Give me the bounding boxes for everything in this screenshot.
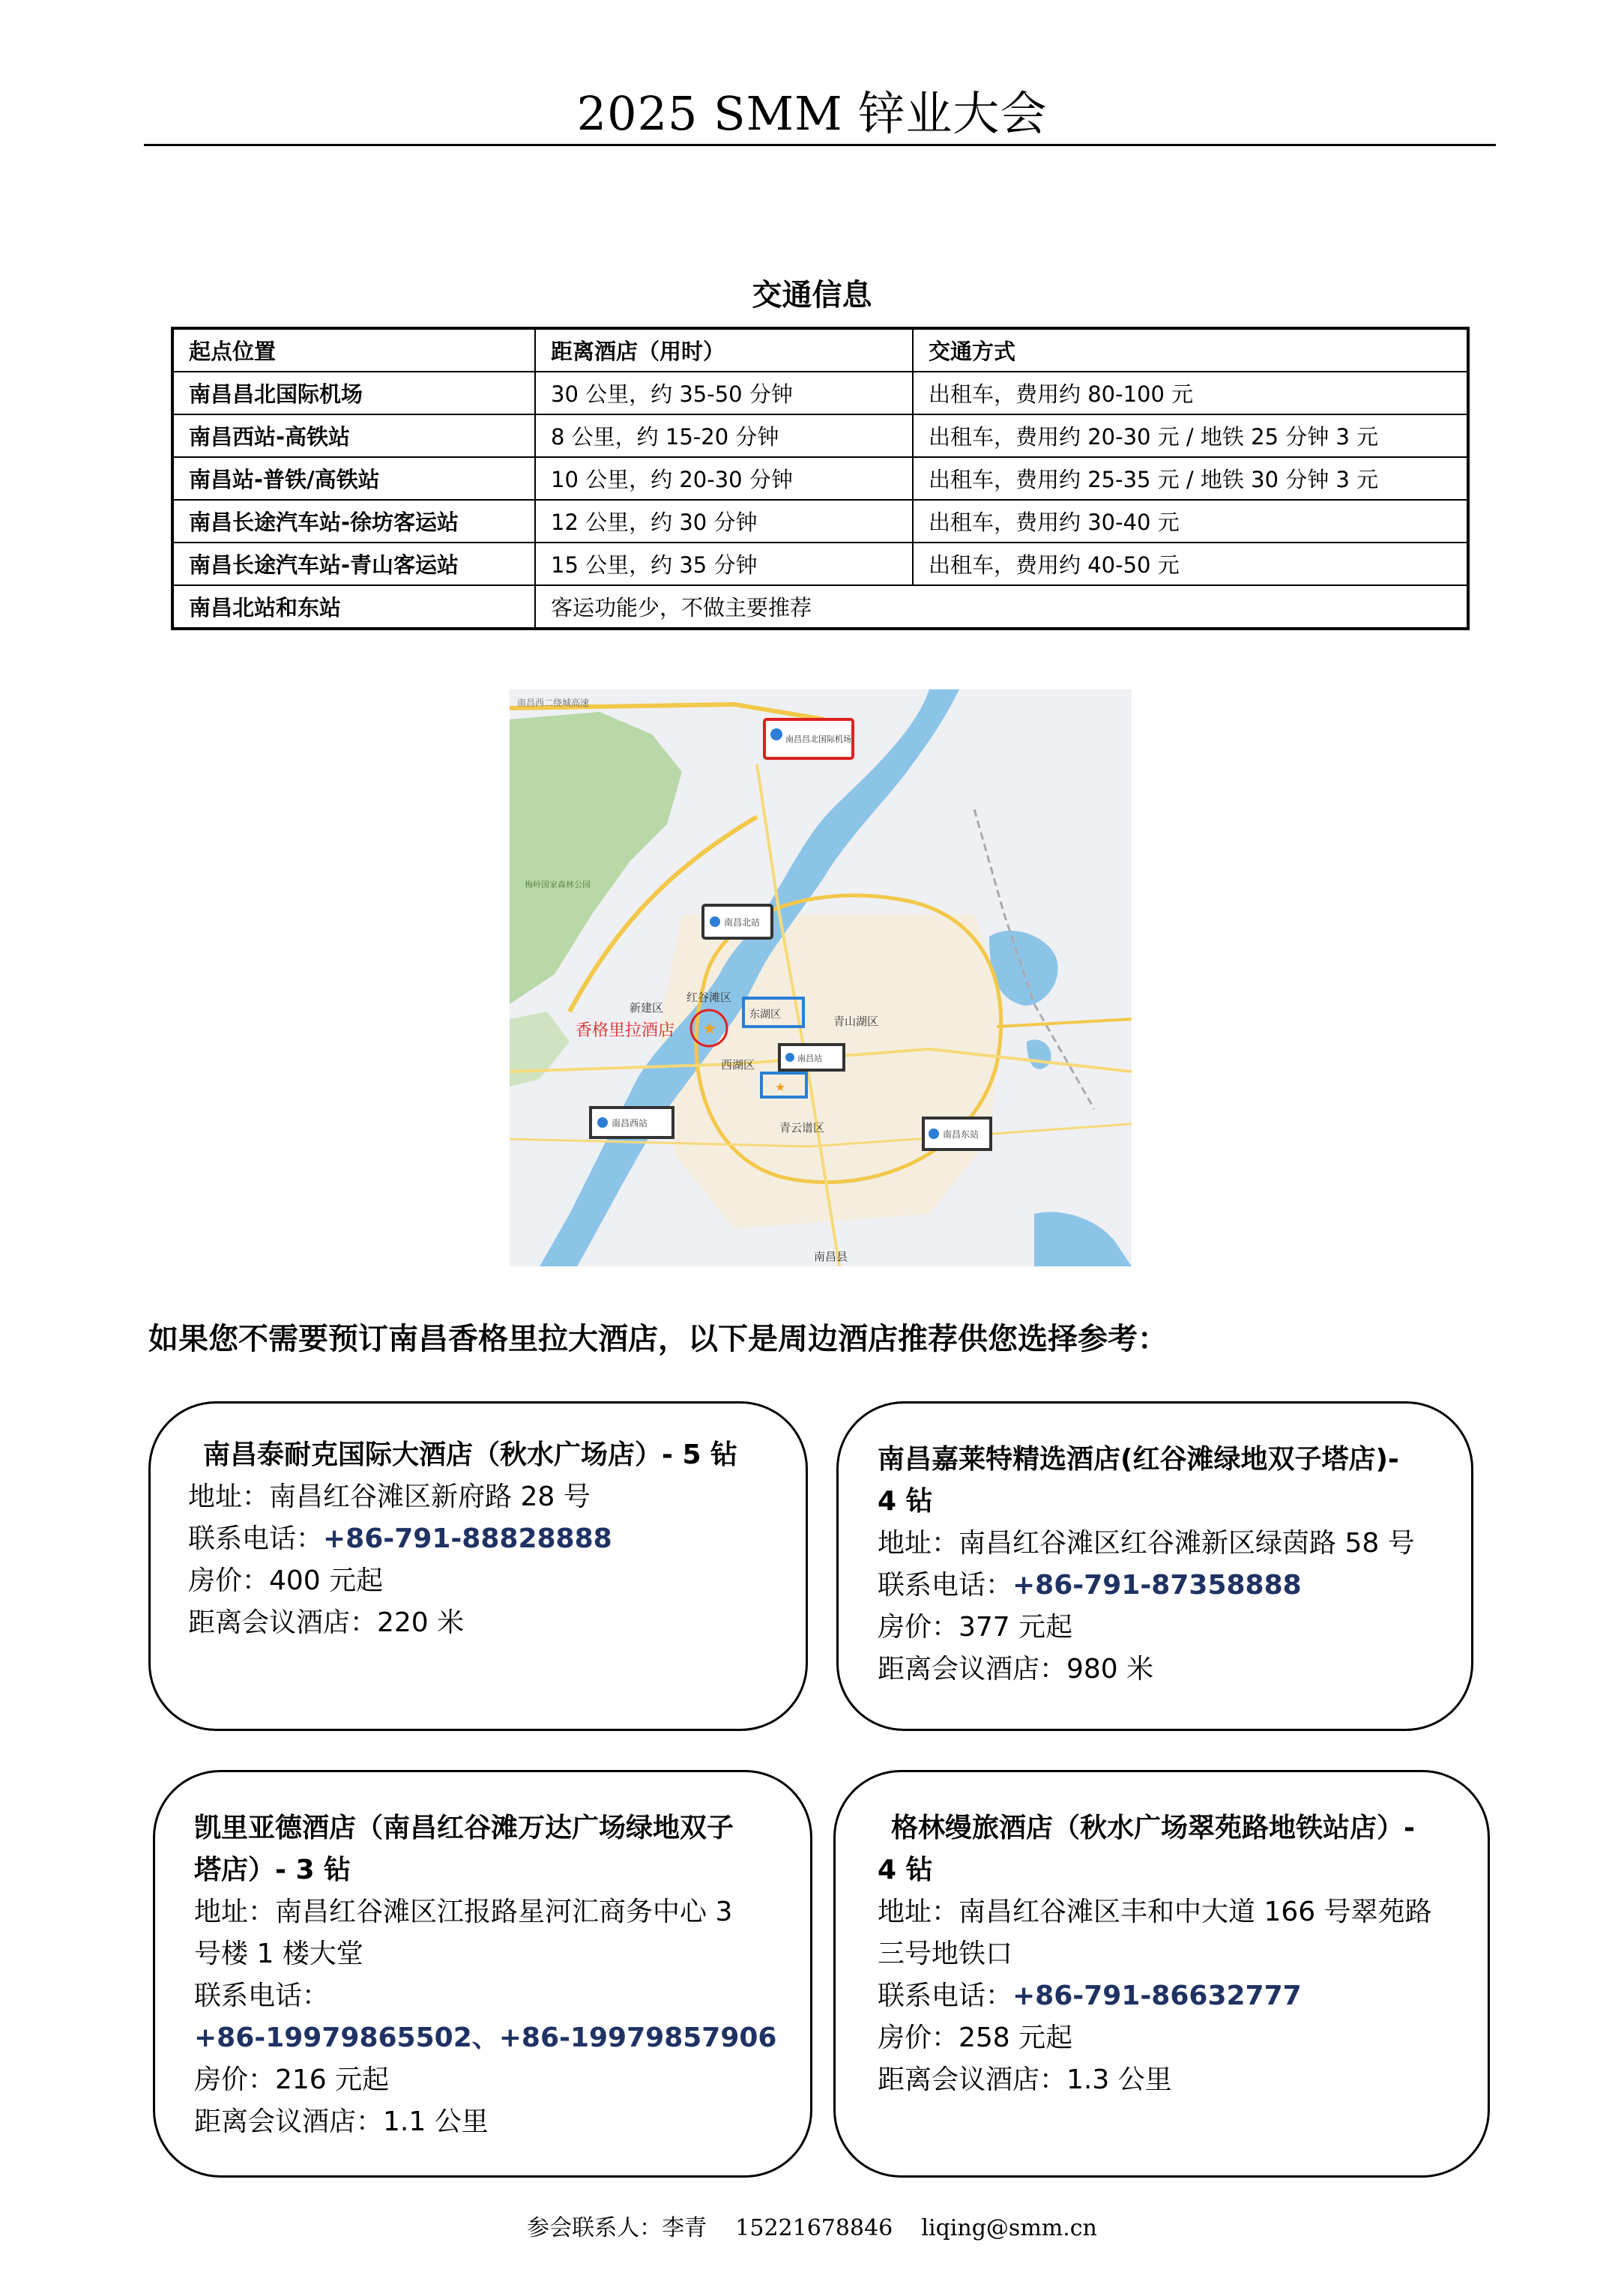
hotel-phone: +86-791-87358888 bbox=[1012, 1570, 1302, 1601]
hotel-name-cont: 塔店）- 3 钻 bbox=[194, 1855, 351, 1885]
header-divider bbox=[144, 144, 1496, 146]
expressway-label: 南昌西二绕城高速 bbox=[517, 698, 590, 708]
mode-cell: 出租车，费用约 25-35 元 / 地铁 30 分钟 3 元 bbox=[913, 457, 1468, 500]
hotel-price: 房价：377 元起 bbox=[878, 1612, 1073, 1643]
origin-cell: 南昌西站-高铁站 bbox=[172, 414, 535, 457]
location-map bbox=[510, 689, 1132, 1266]
table-row bbox=[172, 372, 1468, 414]
contact-phone: 15221678846 bbox=[735, 2215, 893, 2241]
transport-section-title: 交通信息 bbox=[752, 278, 872, 312]
airport-label: 南昌昌北国际机场 bbox=[785, 734, 851, 744]
origin-cell: 南昌站-普铁/高铁站 bbox=[172, 457, 535, 500]
distance-cell: 10 公里，约 20-30 分钟 bbox=[535, 457, 913, 500]
table-row bbox=[172, 500, 1468, 543]
hotel-address: 地址：南昌红谷滩区红谷滩新区绿茵路 58 号 bbox=[878, 1528, 1415, 1559]
hotel-price: 房价：216 元起 bbox=[194, 2064, 390, 2095]
distance-cell: 12 公里，约 30 分钟 bbox=[535, 500, 913, 543]
table-header-row bbox=[172, 328, 1468, 372]
station-icon bbox=[929, 1129, 939, 1139]
hotel-name: 凯里亚德酒店（南昌红谷滩万达广场绿地双子 bbox=[194, 1813, 734, 1843]
district-label: 青云谱区 bbox=[779, 1121, 825, 1135]
table-row bbox=[172, 414, 1468, 457]
document-title: 2025 SMM 锌业大会 bbox=[576, 86, 1048, 141]
table-row bbox=[172, 585, 1468, 629]
nanchang-station-label: 南昌站 bbox=[797, 1054, 822, 1063]
hotel-card bbox=[833, 1770, 1490, 2178]
hotel-phone: +86-19979865502、+86-19979857906 bbox=[194, 2022, 777, 2053]
station-icon bbox=[710, 916, 720, 927]
distance-cell: 15 公里，约 35 分钟 bbox=[535, 543, 913, 585]
phone-label: 联系电话： bbox=[188, 1523, 324, 1554]
district-label: 红谷滩区 bbox=[686, 991, 732, 1004]
hotel-map-label: 香格里拉酒店 bbox=[576, 1021, 675, 1040]
hotel-distance: 距离会议酒店：1.3 公里 bbox=[878, 2064, 1172, 2095]
district-label: 南昌县 bbox=[814, 1250, 848, 1263]
hotel-distance: 距离会议酒店：1.1 公里 bbox=[194, 2106, 489, 2137]
mode-cell: 出租车，费用约 40-50 元 bbox=[913, 543, 1468, 585]
station-icon bbox=[597, 1117, 608, 1128]
hotel-name-cont: 4 钻 bbox=[878, 1855, 933, 1885]
hotel-phone-row bbox=[878, 1564, 1302, 1602]
column-header: 交通方式 bbox=[913, 328, 1468, 372]
hotel-address-cont: 三号地铁口 bbox=[878, 1939, 1013, 1969]
table-row bbox=[172, 543, 1468, 585]
hotel-card bbox=[153, 1770, 812, 2178]
transport-table bbox=[171, 327, 1470, 630]
hotel-address: 地址：南昌红谷滩区丰和中大道 166 号翠苑路 bbox=[878, 1897, 1432, 1927]
phone-label: 联系电话： bbox=[878, 1981, 1013, 2011]
mode-cell: 出租车，费用约 30-40 元 bbox=[913, 500, 1468, 543]
hotel-card bbox=[836, 1401, 1473, 1731]
west-station-label: 南昌西站 bbox=[612, 1118, 648, 1129]
hotel-phone-row bbox=[188, 1517, 612, 1556]
district-label: 西湖区 bbox=[721, 1058, 755, 1072]
contact-footer bbox=[0, 2209, 1624, 2242]
contact-email[interactable]: liqing@smm.cn bbox=[921, 2215, 1097, 2241]
hotel-address: 地址：南昌红谷滩区新府路 28 号 bbox=[188, 1481, 591, 1512]
hotel-distance: 距离会议酒店：980 米 bbox=[878, 1654, 1154, 1685]
origin-cell: 南昌北站和东站 bbox=[172, 585, 535, 629]
table-row bbox=[172, 457, 1468, 500]
east-station-label: 南昌东站 bbox=[943, 1129, 979, 1140]
hotel-name: 格林缦旅酒店（秋水广场翠苑路地铁站店）- bbox=[891, 1813, 1415, 1843]
origin-cell: 南昌昌北国际机场 bbox=[172, 372, 535, 414]
north-station-label: 南昌北站 bbox=[724, 917, 761, 928]
hotel-address-cont: 号楼 1 楼大堂 bbox=[194, 1939, 363, 1969]
hotel-name-cont: 4 钻 bbox=[878, 1486, 933, 1517]
mode-cell: 出租车，费用约 20-30 元 / 地铁 25 分钟 3 元 bbox=[913, 414, 1468, 457]
nearby-star-icon: ★ bbox=[775, 1080, 786, 1094]
park-label: 梅岭国家森林公园 bbox=[525, 880, 591, 889]
hotel-recommendation-intro: 如果您不需要预订南昌香格里拉大酒店，以下是周边酒店推荐供您选择参考： bbox=[148, 1322, 1168, 1356]
hotel-star-icon: ★ bbox=[702, 1020, 717, 1039]
origin-cell: 南昌长途汽车站-青山客运站 bbox=[172, 543, 535, 585]
hotel-phone-row bbox=[878, 1975, 1302, 2013]
hotel-phone: +86-791-86632777 bbox=[1012, 1981, 1302, 2011]
distance-cell: 8 公里，约 15-20 分钟 bbox=[535, 414, 913, 457]
hotel-name: 南昌嘉莱特精选酒店(红谷滩绿地双子塔店)- bbox=[878, 1444, 1399, 1475]
hotel-address: 地址：南昌红谷滩区江报路星河汇商务中心 3 bbox=[194, 1897, 733, 1927]
distance-cell: 30 公里，约 35-50 分钟 bbox=[535, 372, 913, 414]
station-icon bbox=[785, 1053, 794, 1062]
hotel-name: 南昌泰耐克国际大酒店（秋水广场店）- 5 钻 bbox=[203, 1439, 738, 1470]
district-label: 青山湖区 bbox=[833, 1015, 879, 1028]
hotel-distance: 距离会议酒店：220 米 bbox=[188, 1607, 465, 1638]
donghu-label: 东湖区 bbox=[749, 1009, 781, 1021]
origin-cell: 南昌长途汽车站-徐坊客运站 bbox=[172, 500, 535, 543]
note-cell: 客运功能少，不做主要推荐 bbox=[535, 585, 1468, 629]
district-label: 新建区 bbox=[630, 1001, 664, 1015]
phone-label: 联系电话： bbox=[878, 1570, 1013, 1601]
hotel-phone: +86-791-88828888 bbox=[323, 1523, 612, 1554]
airport-icon bbox=[770, 728, 782, 740]
hotel-price: 房价：258 元起 bbox=[878, 2022, 1073, 2053]
contact-label: 参会联系人：李青 bbox=[527, 2215, 707, 2241]
mode-cell: 出租车，费用约 80-100 元 bbox=[913, 372, 1468, 414]
phone-label: 联系电话： bbox=[194, 1981, 330, 2011]
column-header: 距离酒店（用时） bbox=[535, 328, 913, 372]
hotel-card bbox=[148, 1401, 808, 1731]
column-header: 起点位置 bbox=[172, 328, 535, 372]
hotel-price: 房价：400 元起 bbox=[188, 1565, 384, 1596]
